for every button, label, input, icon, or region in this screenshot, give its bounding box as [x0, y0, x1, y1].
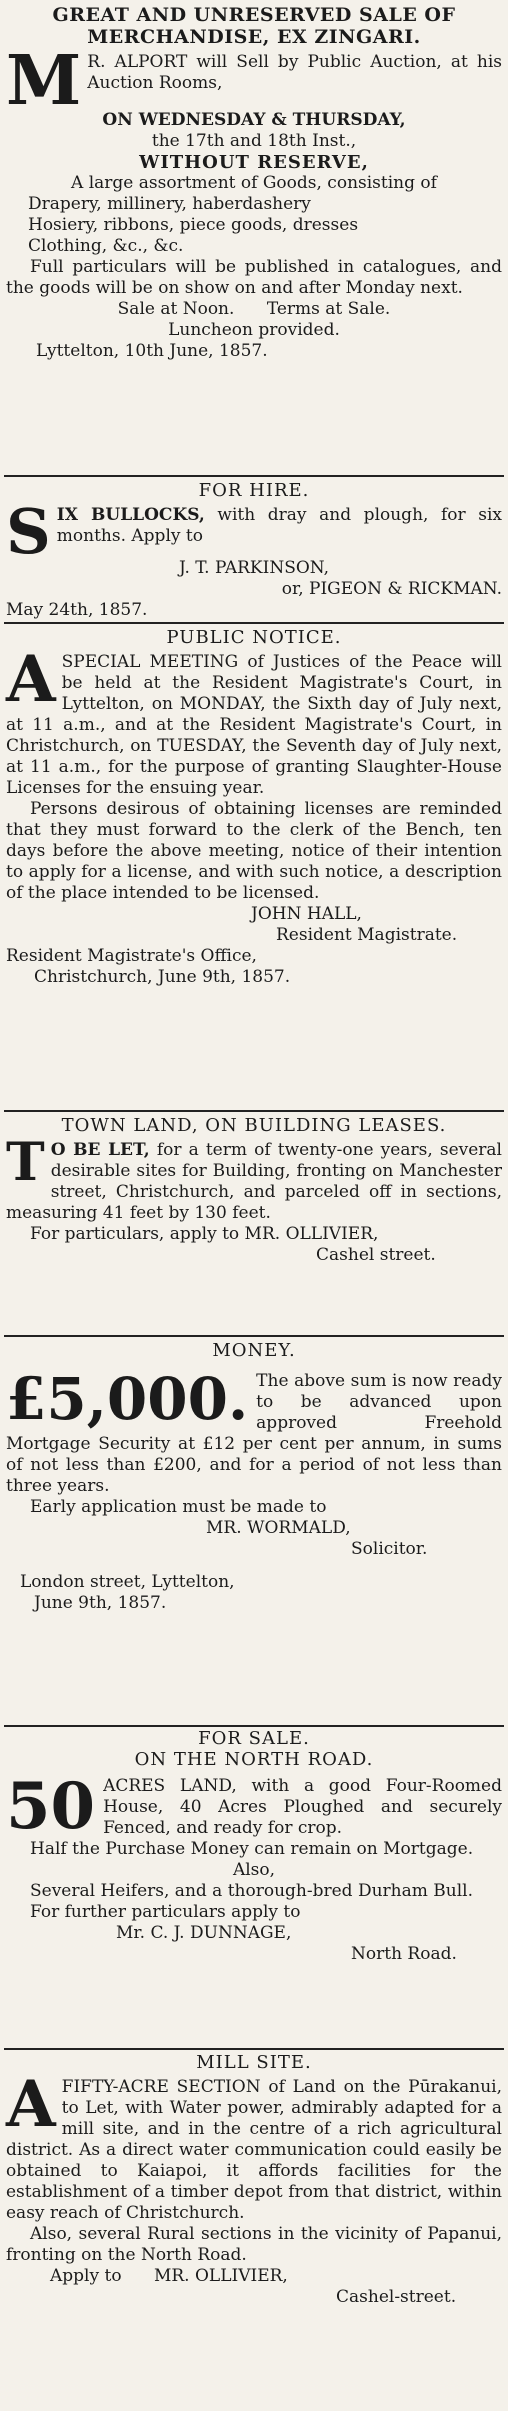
column-divider: [4, 475, 504, 477]
money-dateline: June 9th, 1857.: [34, 1593, 167, 1613]
notice-office: Resident Magistrate's Office,: [6, 946, 257, 966]
mill-site-advertisement: [6, 2052, 502, 2308]
column-divider: [4, 2048, 504, 2050]
town-land-street: Cashel street.: [316, 1245, 436, 1265]
money-contact: MR. WORMALD,: [206, 1518, 351, 1538]
notice-body-2: Persons desirous of obtaining licenses are reminded that they must forward to the clerk of the Bench, ten days before the above meeting, notice of their intention to apply for a license, and with such notice, a description of the place intended to be licensed.: [6, 799, 502, 903]
mill-body-2: Also, several Rural sections in the vicinity of Papanui, fronting on the North Road.: [6, 2224, 502, 2265]
auction-sale-time: Sale at Noon. Terms at Sale.: [117, 298, 391, 319]
drop-cap-m: M: [6, 41, 82, 121]
town-land-body-lead: O BE LET,: [50, 1140, 150, 1160]
town-land-heading: TOWN LAND, ON BUILDING LEASES.: [61, 1115, 447, 1136]
auction-heading-2: MERCHANDISE, EX ZINGARI.: [87, 26, 421, 48]
sale-road: North Road.: [351, 1944, 457, 1964]
auction-dates: the 17th and 18th Inst.,: [151, 130, 357, 151]
auction-goods-3: Hosiery, ribbons, piece goods, dresses: [28, 214, 359, 235]
town-land-body: [6, 1132, 502, 1224]
auction-days: ON WEDNESDAY & THURSDAY,: [102, 109, 406, 130]
sale-contact: Mr. C. J. DUNNAGE,: [116, 1923, 292, 1943]
drop-cap-a: A: [6, 2067, 56, 2142]
sale-also: Also,: [232, 1860, 276, 1880]
auction-intro-text: R. ALPORT will Sell by Public Auction, at his Auction Rooms,: [87, 52, 502, 93]
hire-heading: FOR HIRE.: [198, 480, 310, 501]
sale-heading-2: ON THE NORTH ROAD.: [134, 1749, 374, 1770]
auction-advertisement: [6, 4, 502, 362]
sale-body-text: ACRES LAND, with a good Four-Roomed House, 40 Acres Ploughed and securely Fenced, and ready for crop.: [103, 1776, 502, 1838]
notice-signature: JOHN HALL,: [251, 904, 362, 924]
hire-advertisement: [6, 480, 502, 621]
notice-title: Resident Magistrate.: [276, 925, 458, 945]
mill-apply: Apply to MR. OLLIVIER,: [50, 2266, 288, 2286]
sale-heading-1: FOR SALE.: [198, 1728, 310, 1749]
notice-body-1-text: SPECIAL MEETING of Justices of the Peace will be held at the Resident Magistrate's Court, in Lyttelton, on MONDAY, the Sixth day of July next, at 11 a.m., and at the Resident Magistrate's Court, in Christchurch, on TUESDAY, the Seventh day of July next, at 11 a.m., for the purpose of granting Slaughter-House Licenses for the ensuing year.: [6, 652, 502, 798]
money-body-text: The above sum is now ready to be advanced upon approved Freehold Mortgage Security at £12 per cent per annum, in sums of not less than £200, and for a period of not less than three years.: [6, 1371, 502, 1496]
column-divider: [4, 1110, 504, 1112]
hire-body-text: with dray and plough, for six months. Apply to: [56, 505, 503, 546]
town-land-advertisement: [6, 1115, 502, 1266]
mill-body-1: [6, 2067, 502, 2224]
sale-body: [6, 1769, 502, 1844]
notice-body-1: [6, 642, 502, 799]
column-divider: [4, 622, 504, 624]
money-amount: £5,000.: [6, 1365, 249, 1433]
auction-goods-2: Drapery, millinery, haberdashery: [28, 193, 311, 214]
mill-street: Cashel-street.: [336, 2287, 457, 2307]
auction-dateline: Lyttelton, 10th June, 1857.: [36, 340, 268, 361]
auction-goods-4: Clothing, &c., &c.: [28, 235, 184, 256]
sale-further: For further particulars apply to: [30, 1902, 301, 1922]
auction-heading-1: GREAT AND UNRESERVED SALE OF: [52, 4, 456, 26]
notice-heading: PUBLIC NOTICE.: [166, 627, 342, 648]
money-early: Early application must be made to: [30, 1497, 327, 1517]
hire-dateline: May 24th, 1857.: [6, 599, 148, 620]
column-divider: [4, 1725, 504, 1727]
money-place: London street, Lyttelton,: [20, 1572, 235, 1592]
town-land-particulars: For particulars, apply to MR. OLLIVIER,: [30, 1224, 379, 1244]
column-divider: [4, 1335, 504, 1337]
notice-dateline: Christchurch, June 9th, 1857.: [34, 967, 291, 987]
drop-cap-t: T: [6, 1132, 45, 1193]
drop-cap-s: S: [6, 495, 51, 568]
hire-contact-1: J. T. PARKINSON,: [179, 557, 329, 578]
auction-catalogue: Full particulars will be published in catalogues, and the goods will be on show on and after Monday next.: [6, 256, 502, 298]
drop-cap-a: A: [6, 642, 56, 717]
for-sale-advertisement: [6, 1728, 502, 1965]
mill-heading: MILL SITE.: [196, 2052, 312, 2073]
sale-number: 50: [6, 1769, 96, 1844]
auction-goods-1: A large assortment of Goods, consisting of: [71, 172, 437, 193]
town-land-body-text: for a term of twenty-one years, several desirable sites for Building, fronting on Manchester street, Christchurch, and parceled off in sections, measuring 41 feet by 130 feet.: [6, 1140, 502, 1223]
sale-half: Half the Purchase Money can remain on Mortgage.: [30, 1839, 474, 1859]
money-role: Solicitor.: [351, 1539, 428, 1559]
money-body: [6, 1365, 502, 1497]
money-heading: MONEY.: [212, 1340, 296, 1361]
money-advertisement: [6, 1340, 502, 1614]
public-notice-advertisement: [6, 627, 502, 988]
sale-heifers: Several Heifers, and a thorough-bred Durham Bull.: [30, 1881, 474, 1901]
mill-body-1-text: FIFTY-ACRE SECTION of Land on the Pūrakanui, to Let, with Water power, admirably adapted for a mill site, and in the centre of a rich agricultural district. As a direct water communication could easily be obtained to Kaiapoi, it affords facilities for the establishment of a timber depot from that district, within easy reach of Christchurch.: [6, 2077, 502, 2223]
hire-body-lead: IX BULLOCKS,: [56, 505, 205, 525]
auction-reserve: WITHOUT RESERVE,: [139, 151, 369, 173]
hire-contact-2: or, PIGEON & RICKMAN.: [281, 578, 502, 599]
auction-luncheon: Luncheon provided.: [168, 319, 340, 340]
